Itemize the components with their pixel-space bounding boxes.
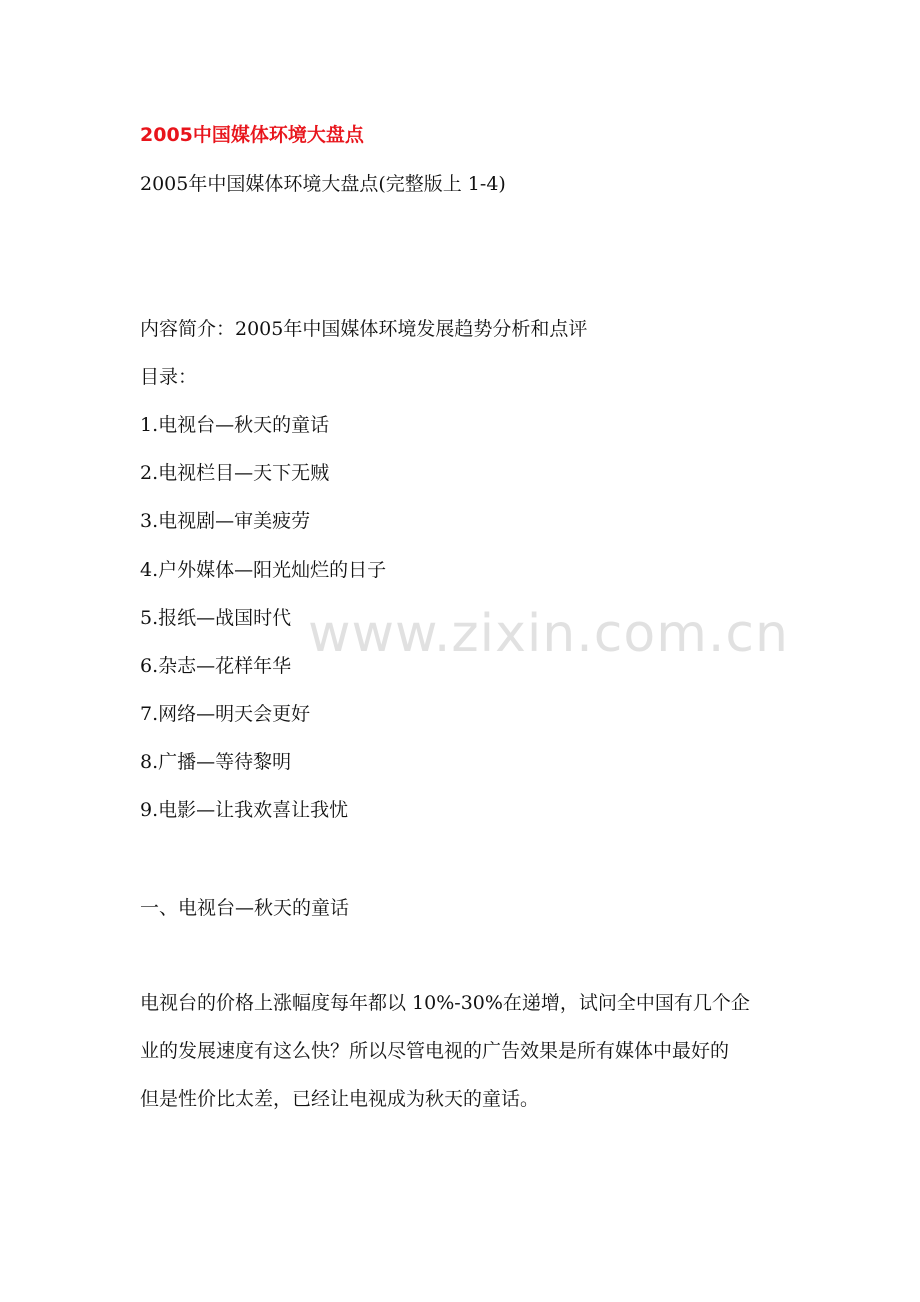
toc-item-5: 5.报纸—战国时代 bbox=[140, 607, 292, 629]
toc-item-2: 2.电视栏目—天下无贼 bbox=[140, 462, 330, 484]
toc-item-3: 3.电视剧—审美疲劳 bbox=[140, 510, 311, 532]
body-line-1: 电视台的价格上涨幅度每年都以 10%-30%在递增，试问全中国有几个企 bbox=[140, 992, 750, 1014]
toc-item-1: 1.电视台—秋天的童话 bbox=[140, 414, 330, 436]
document-subtitle: 2005年中国媒体环境大盘点(完整版上 1-4) bbox=[140, 173, 506, 195]
content-summary: 内容简介：2005年中国媒体环境发展趋势分析和点评 bbox=[140, 318, 588, 340]
toc-item-8: 8.广播—等待黎明 bbox=[140, 751, 292, 773]
body-paragraph bbox=[140, 979, 820, 1123]
body-line-2: 业的发展速度有这么快？所以尽管电视的广告效果是所有媒体中最好的 bbox=[140, 1040, 730, 1062]
section-heading: 一、电视台—秋天的童话 bbox=[140, 897, 350, 919]
toc-item-4: 4.户外媒体—阳光灿烂的日子 bbox=[140, 559, 387, 581]
toc-heading: 目录： bbox=[140, 366, 198, 388]
watermark: www.zixin.com.cn bbox=[308, 604, 789, 664]
toc-item-6: 6.杂志—花样年华 bbox=[140, 655, 292, 677]
body-line-3: 但是性价比太差，已经让电视成为秋天的童话。 bbox=[140, 1088, 540, 1110]
toc-item-7: 7.网络—明天会更好 bbox=[140, 703, 311, 725]
document-title: 2005中国媒体环境大盘点 bbox=[140, 124, 364, 146]
toc-item-9: 9.电影—让我欢喜让我忧 bbox=[140, 799, 349, 821]
